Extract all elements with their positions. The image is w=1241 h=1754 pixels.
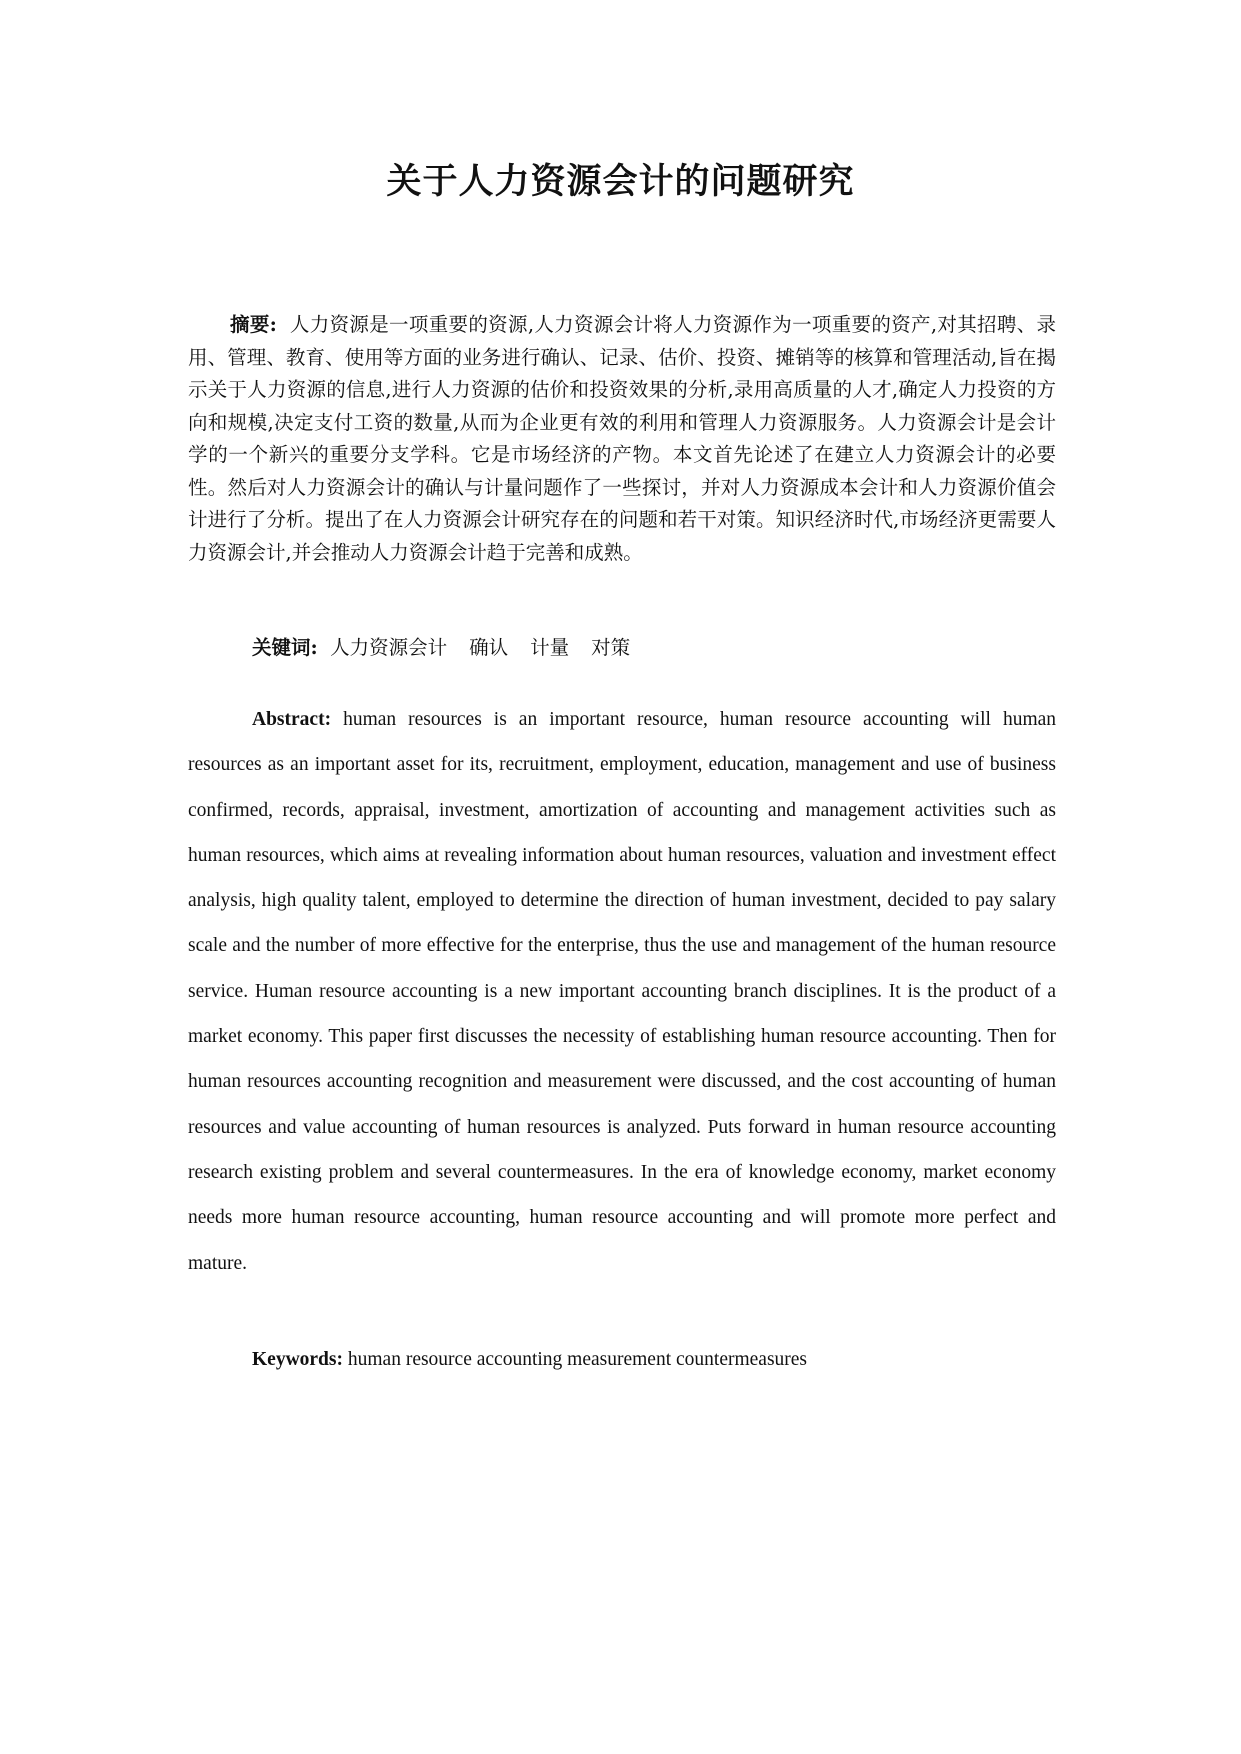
english-abstract-text: human resources is an important resource, human resource accounting will human resources as an important asset for its, recruitment, employment, education, management and use of business confirmed, records, appraisal, investment, amortization of accounting and management activities such as human resources, which aims at revealing information about human resources, valuation and investment effect analysis, high quality talent, employed to determine the direction of human investment, decided to pay salary scale and the number of more effective for the enterprise, thus the use and management of the human resource service. Human resource accounting is a new important accounting branch disciplines. It is the product of a market economy. This paper first discusses the necessity of establishing human resource accounting. Then for human resources accounting recognition and measurement were discussed, and the cost accounting of human resources and value accounting of human resources is analyzed. Puts forward in human resource accounting research existing problem and several countermeasures. In the era of knowledge economy, market economy needs more human resource accounting, human resource accounting and will promote more perfect and mature.	[188, 709, 1057, 1274]
chinese-keyword: 人力资源会计	[330, 636, 448, 659]
paper-title: 关于人力资源会计的问题研究	[386, 161, 855, 202]
chinese-keyword: 计量	[530, 636, 570, 659]
chinese-keyword: 对策	[591, 636, 631, 659]
english-keywords-label: Keywords:	[252, 1349, 343, 1370]
chinese-abstract	[188, 309, 1056, 569]
chinese-abstract-label: 摘要:	[230, 313, 277, 336]
english-keywords-text: human resource accounting measurement countermeasures	[347, 1349, 808, 1370]
chinese-keyword: 确认	[469, 636, 509, 659]
chinese-keywords	[252, 632, 652, 664]
chinese-abstract-text: 人力资源是一项重要的资源,人力资源会计将人力资源作为一项重要的资产,对其招聘、录用、管理、教育、使用等方面的业务进行确认、记录、估价、投资、摊销等的核算和管理活动,旨在揭示关于人力资源的信息,进行人力资源的估价和投资效果的分析,录用高质量的人才,确定人力投资的方向和规模,决定支付工资的数量,从而为企业更有效的利用和管理人力资源服务。人力资源会计是会计学的一个新兴的重要分支学科。它是市场经济的产物。本文首先论述了在建立人力资源会计的必要性。然后对人力资源会计的确认与计量问题作了一些探讨，并对人力资源成本会计和人力资源价值会计进行了分析。提出了在人力资源会计研究存在的问题和若干对策。知识经济时代,市场经济更需要人力资源会计,并会推动人力资源会计趋于完善和成熟。	[188, 313, 1057, 564]
chinese-keywords-label: 关键词:	[252, 636, 318, 659]
english-abstract-label: Abstract:	[252, 709, 332, 730]
english-keywords	[252, 1344, 807, 1376]
english-abstract	[188, 697, 1056, 1286]
